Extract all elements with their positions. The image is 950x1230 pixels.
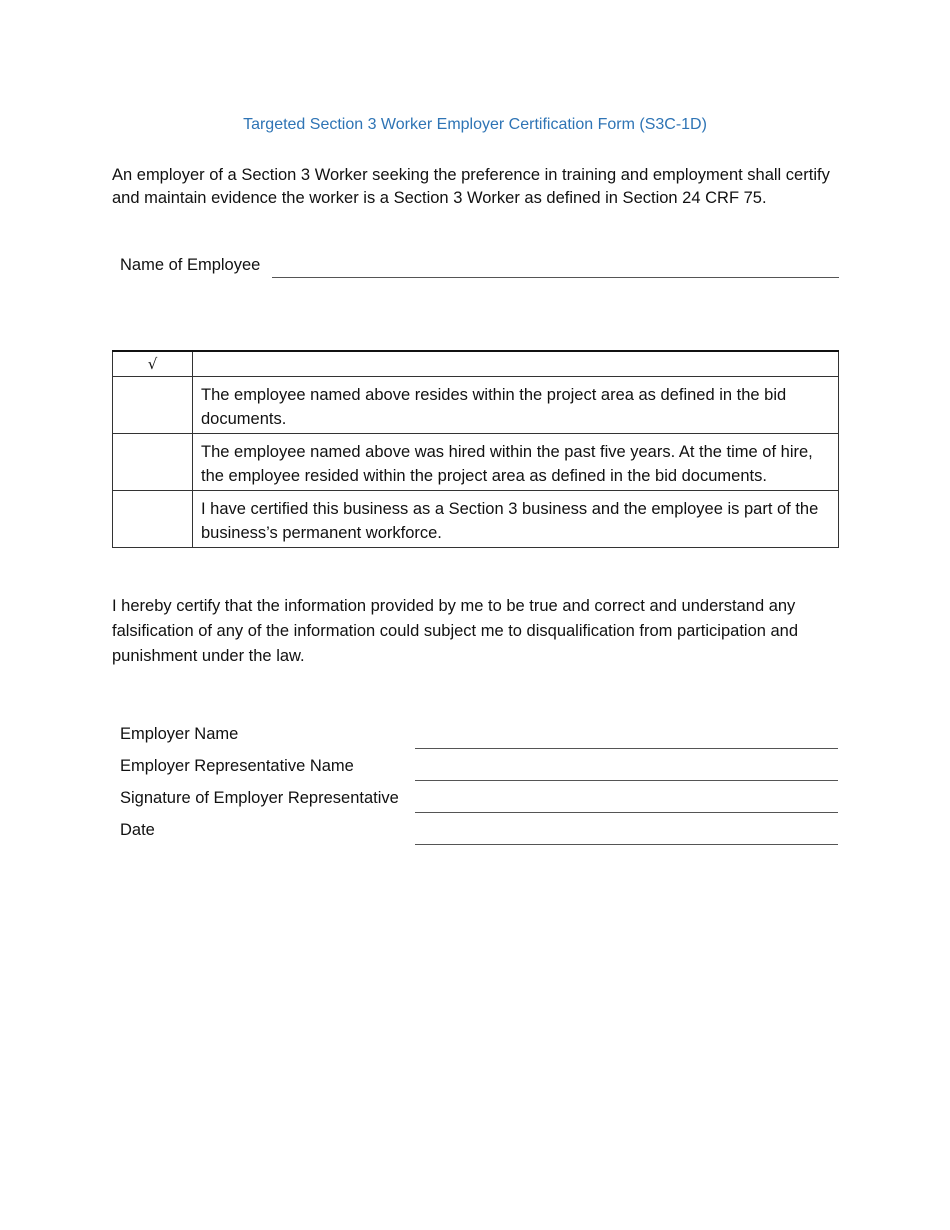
- employer-representative-name-row: [120, 757, 840, 785]
- intro-paragraph: An employer of a Section 3 Worker seeking the preference in training and employment shall certify and maintain evidence the worker is a Section 3 Worker as defined in Section 24 CRF 75.: [112, 166, 830, 207]
- checklist-row: [113, 434, 839, 491]
- employer-name-field[interactable]: [415, 748, 838, 749]
- checklist-checkbox-3[interactable]: [113, 491, 193, 548]
- checklist-statement-3: I have certified this business as a Section 3 business and the employee is part of the business’s permanent workforce.: [193, 491, 839, 548]
- check-column-header: √: [113, 351, 193, 377]
- employee-name-row: [120, 256, 840, 280]
- checklist-row: [113, 377, 839, 434]
- checklist-statement-1: The employee named above resides within the project area as defined in the bid documents.: [193, 377, 839, 434]
- checklist-checkbox-1[interactable]: [113, 377, 193, 434]
- statement-column-header: [193, 351, 839, 377]
- signature-row: [120, 789, 840, 817]
- employer-name-label: Employer Name: [120, 725, 239, 743]
- form-title: Targeted Section 3 Worker Employer Certification Form (S3C-1D): [243, 116, 707, 133]
- checklist-checkbox-2[interactable]: [113, 434, 193, 491]
- employer-representative-name-label: Employer Representative Name: [120, 757, 354, 775]
- eligibility-checklist: [112, 350, 839, 548]
- employee-name-field[interactable]: [272, 277, 839, 278]
- date-row: [120, 821, 840, 849]
- signature-label: Signature of Employer Representative: [120, 789, 399, 807]
- checklist-row: [113, 491, 839, 548]
- date-label: Date: [120, 821, 155, 839]
- checklist-statement-2: The employee named above was hired within the past five years. At the time of hire, the employee resided within the project area as defined in the bid documents.: [193, 434, 839, 491]
- certification-statement: I hereby certify that the information provided by me to be true and correct and understand any falsification of any of the information could subject me to disqualification from participation and punishment under the law.: [112, 597, 799, 665]
- signature-field[interactable]: [415, 812, 838, 813]
- date-field[interactable]: [415, 844, 838, 845]
- checklist-header-row: [113, 351, 839, 377]
- employer-name-row: [120, 725, 840, 753]
- employer-representative-name-field[interactable]: [415, 780, 838, 781]
- employee-name-label: Name of Employee: [120, 256, 261, 274]
